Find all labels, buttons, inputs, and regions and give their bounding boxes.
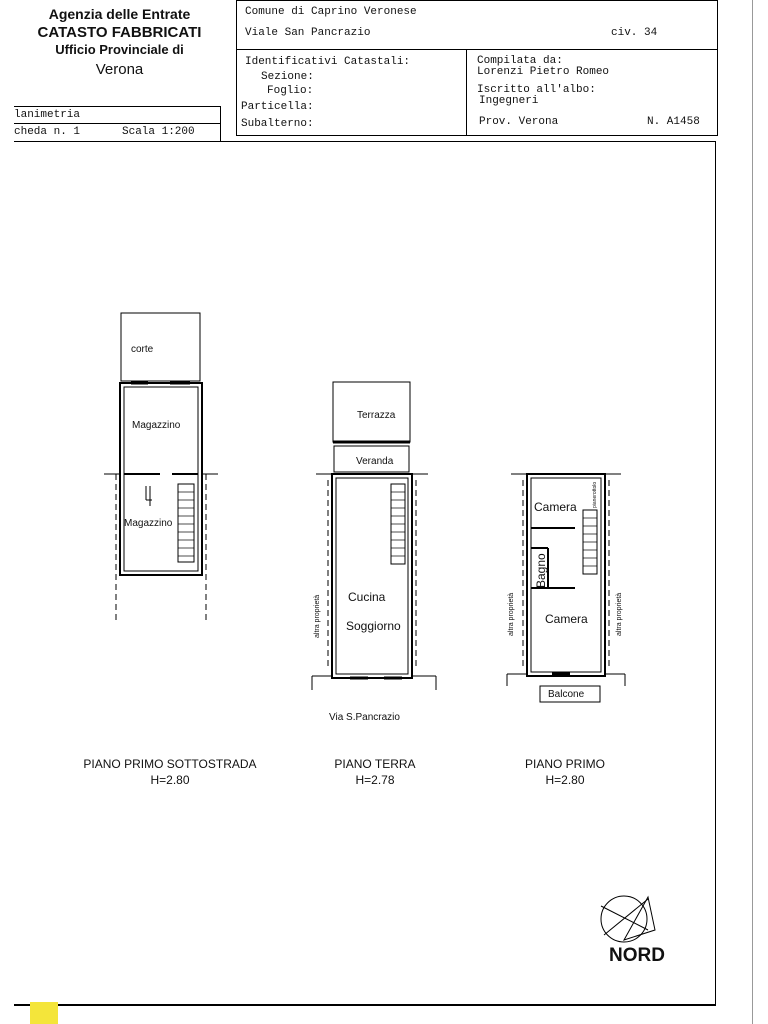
- room-label: Magazzino: [132, 420, 181, 431]
- landing-label: pianerottolo: [592, 481, 598, 508]
- city-label: Verona: [95, 60, 144, 78]
- catasto-title: CATASTO FABBRICATI: [37, 23, 202, 41]
- floor-title-sottostrada: [70, 757, 270, 788]
- ufficio-label: Ufficio Provinciale di: [55, 42, 184, 58]
- floor-name: PIANO PRIMO: [524, 757, 605, 771]
- note-marker[interactable]: [30, 1002, 58, 1024]
- address-label: Viale San Pancrazio: [245, 27, 371, 39]
- compilata-label: Compilata da:: [477, 55, 563, 67]
- sezione-label: Sezione:: [261, 71, 314, 83]
- room-label: Bagno: [534, 553, 548, 588]
- nord-label: NORD: [609, 945, 665, 966]
- room-label: Soggiorno: [346, 619, 401, 633]
- agency-name: Agenzia delle Entrate: [48, 6, 191, 22]
- magazzino-inner: [124, 387, 198, 571]
- room-label: Camera: [534, 500, 577, 514]
- magazzino-walls: [120, 383, 202, 575]
- north-compass: [601, 896, 655, 942]
- street-label: Via S.Pancrazio: [329, 712, 400, 723]
- scala-value: Scala 1:200: [122, 126, 195, 138]
- albo-value: Ingegneri: [479, 95, 539, 107]
- room-label: Veranda: [356, 456, 394, 467]
- cucina-walls: [332, 474, 412, 678]
- civico-label: civ. 34: [611, 27, 658, 39]
- subalterno-label: Subalterno:: [241, 118, 314, 130]
- floor-height: H=2.80: [545, 772, 585, 787]
- neighbor-label: altra proprietà: [314, 594, 321, 638]
- particella-label: Particella:: [241, 101, 314, 113]
- albo-number: N. A1458: [647, 116, 700, 128]
- floor-height: H=2.80: [150, 772, 190, 787]
- room-label: corte: [131, 344, 154, 355]
- compilatore-name: Lorenzi Pietro Romeo: [477, 66, 610, 78]
- room-label: Camera: [545, 612, 588, 626]
- room-label: Balcone: [548, 689, 585, 700]
- foglio-label: Foglio:: [267, 85, 314, 97]
- neighbor-label: altra proprietà: [508, 592, 515, 636]
- plan-sottostrada: [104, 313, 218, 620]
- comune-label: Comune di Caprino Veronese: [245, 6, 417, 18]
- floor-title-terra: [300, 757, 450, 788]
- neighbor-label: altra proprietà: [616, 592, 623, 636]
- floor-name: PIANO TERRA: [334, 757, 416, 771]
- floor-height: H=2.78: [355, 772, 395, 787]
- iscritto-label: Iscritto all'albo:: [477, 84, 596, 96]
- scheda-number: cheda n. 1: [14, 126, 81, 138]
- room-label: Magazzino: [124, 518, 173, 529]
- room-label: Terrazza: [357, 410, 396, 421]
- planimetria-label: lanimetria: [14, 109, 81, 121]
- plan-terra: [312, 382, 436, 690]
- provincia-label: Prov. Verona: [479, 116, 559, 128]
- identificativi-label: Identificativi Catastali:: [245, 56, 411, 68]
- floor-title-primo: [490, 757, 640, 788]
- room-label: Cucina: [348, 590, 386, 604]
- floor-name: PIANO PRIMO SOTTOSTRADA: [83, 757, 257, 771]
